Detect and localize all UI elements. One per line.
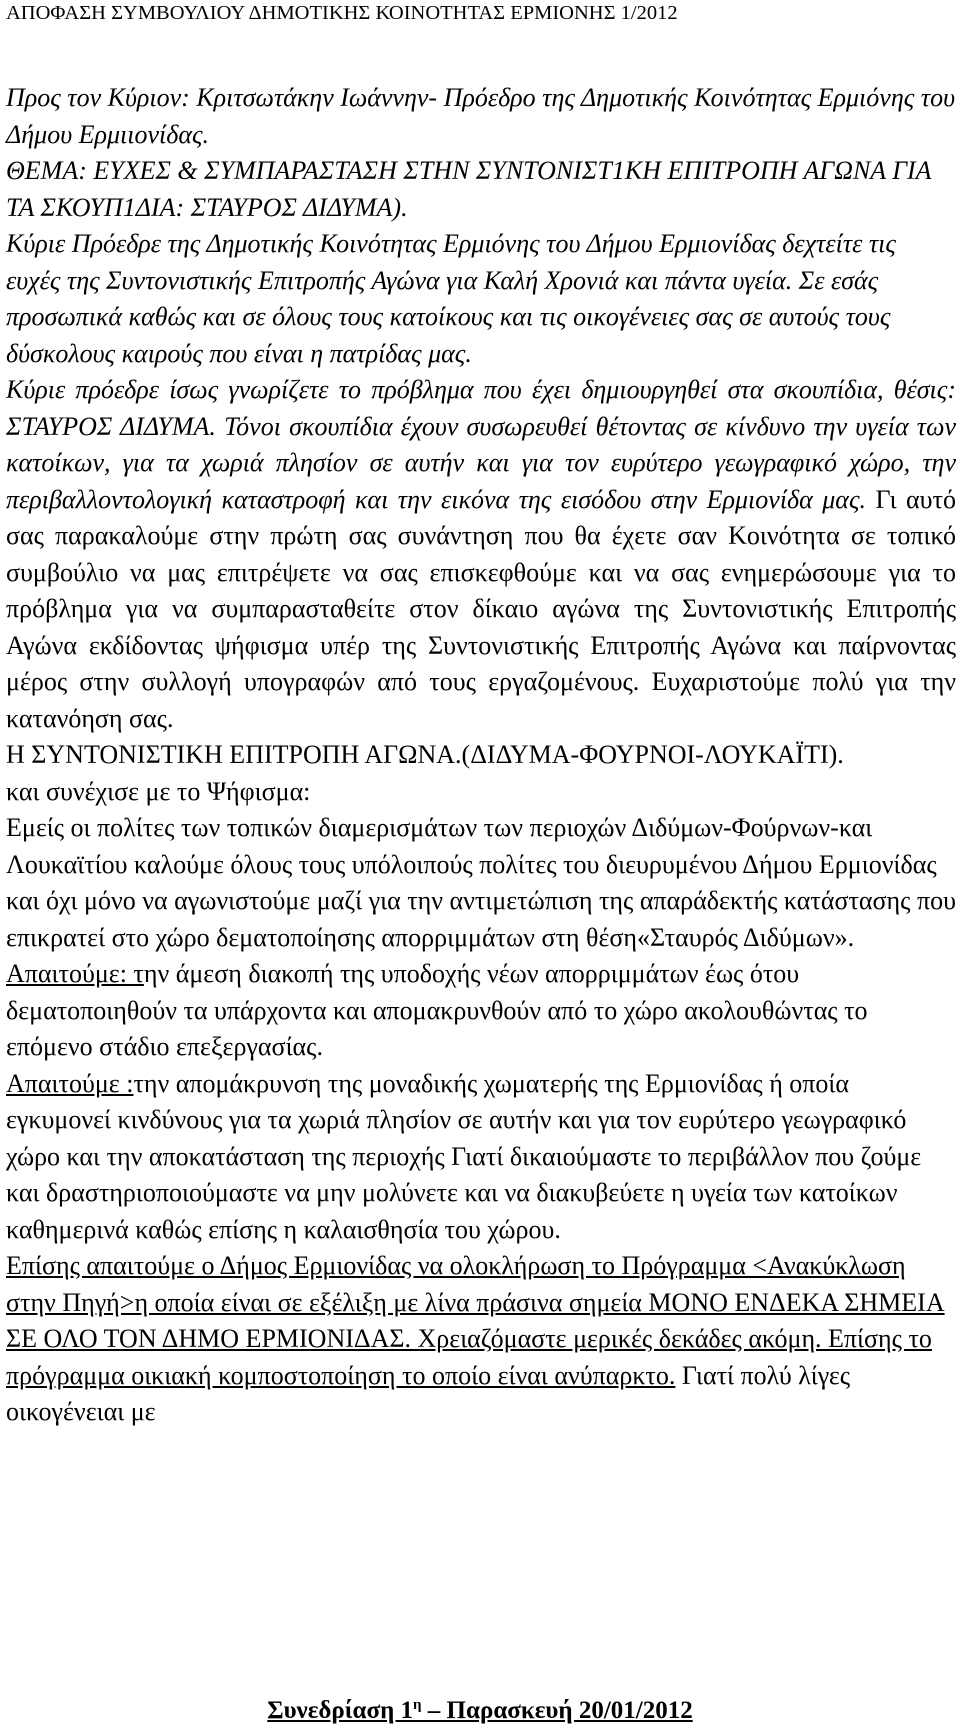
resolution-intro: και συνέχισε με το Ψήφισμα: xyxy=(6,776,311,806)
request-paragraph xyxy=(6,372,956,737)
request-normal-text: Γι αυτό σας παρακαλούμε στην πρώτη σας συνάντηση που θα έχετε σαν Κοινότητα σε τοπικό συμβούλιο να μας επιτρέψετε να σας επισκεφθούμε και να σας ενημερώσουμε για το πρόβλημα για να συμπαρασταθείτε στον δίκαιο αγώνα της Συντονιστικής Επιτροπής Αγώνα εκδίδοντας ψήφισμα υπέρ της Συντονιστικής Επιτροπής Αγώνα και παίρνοντας μέρος στην συλλογή υπογραφών από τους εργαζομένους. Ευχαριστούμε πολύ για την κατανόηση σας. xyxy=(6,484,956,733)
footer-date: – Παρασκευή 20/01/2012 xyxy=(421,1697,693,1724)
demand-3-underlined-text: Επίσης απαιτούμε ο Δήμος Ερμιονίδας να ολοκλήρωση το Πρόγραμμα <Ανακύκλωση στην Πηγή>η οποία είναι σε εξέλιξη με λίνα πράσινα σημεία ΜΟΝΟ ΕΝΔΕΚΑ ΣΗΜΕΙΑ ΣΕ ΟΛΟ ΤΟΝ ΔΗΜΟ ΕΡΜΙΟΝΙΔΑΣ. Χρειαζόμαστε μερικές δεκάδες ακόμη. Επίσης το πρόγραμμα οικιακή κομποστοποίηση το οποίο είναι ανύπαρκτο. xyxy=(6,1251,945,1390)
greeting-paragraph: Κύριε Πρόεδρε της Δημοτικής Κοινότητας Ερμιόνης του Δήμου Ερμιονίδας δεχτείτε τις ευχές της Συντονιστικής Επιτροπής Αγώνα για Καλή Χρονιά και πάντα υγεία. Σε εσάς προσωπικά καθώς και σε όλους τους κατοίκους και τις οικογένειες σας σε αυτούς τους δύσκολους καιρούς που είναι η πατρίδας μας. xyxy=(6,229,896,368)
demand-3-paragraph xyxy=(6,1248,956,1431)
letter-body xyxy=(6,80,956,1431)
subject-paragraph: ΘΕΜΑ: ΕΥΧΕΣ & ΣΥΜΠΑΡΑΣΤΑΣΗ ΣΤΗΝ ΣΥΝΤΟΝΙΣΤ1ΚΗ ΕΠΙΤΡΟΠΗ ΑΓΩΝΑ ΓΙΑ ΤΑ ΣΚΟΥΠ1ΔΙΑ: ΣΤΑΥΡΟΣ ΔΙΔΥΜΑ). xyxy=(6,156,932,222)
demand-1-label: Απαιτούμε: τ xyxy=(6,959,144,988)
signature-line: Η ΣΥΝΤΟΝΙΣΤΙΚΗ ΕΠΙΤΡΟΠΗ ΑΓΩΝΑ.(ΔΙΔΥΜΑ-ΦΟΥΡΝΟΙ-ΛΟΥΚΑΪΤΙ). xyxy=(6,740,844,769)
demand-1-paragraph xyxy=(6,956,956,1066)
request-italic-text: Κύριε πρόεδρε ίσως γνωρίζετε το πρόβλημα που έχει δημιουργηθεί στα σκουπίδια, θέσις: ΣΤΑΥΡΟΣ ΔΙΔΥΜΑ. Τόνοι σκουπίδια έχουν συσωρευθεί θέτοντας σε κίνδυνο την υγεία των κατοίκων, για τα χωριά πλησίον σε αυτήν και για τον ευρύτερο γεωγραφικό χώρο, την περιβαλλοντολογική καταστροφή και την εικόνα της εισόδου στην Ερμιονίδα μας. xyxy=(6,375,956,514)
demand-1-text: ην άμεση διακοπή της υποδοχής νέων απορριμμάτων έως ότου δεματοποιηθούν τα υπάρχοντα και απομακρυνθούν από το χώρο ακολουθώντας το επόμενο στάδιο επεξεργασίας. xyxy=(6,959,868,1061)
footer-session: Συνεδρίαση 1 xyxy=(267,1697,414,1724)
addressee-paragraph: Προς τον Κύριον: Κριτσωτάκην Ιωάννην- Πρόεδρο της Δημοτικής Κοινότητας Ερμιόνης του Δήμου Ερμιιονίδας. xyxy=(6,83,956,149)
demand-2-paragraph xyxy=(6,1066,956,1249)
demand-3-text: Γιατί πολύ λίγες οικογένειαι με xyxy=(6,1360,851,1426)
demand-2-label: Απαιτούμε : xyxy=(6,1068,134,1098)
demand-2-text: την απομάκρυνση της μοναδικής χωματερής της Ερμιονίδας ή οποία εγκυμονεί κινδύνους για τα χωριά πλησίον σε αυτήν και για τον ευρύτερο γεωγραφικό χώρο και την αποκατάσταση της περιοχής Γιατί δικαιούμαστε το περιβάλλον που ζούμε και δραστηριοποιούμαστε να μην μολύνετε και να διακυβεύετε η υγεία των κατοίκων καθημερινά καθώς επίσης η καλαισθησία του χώρου. xyxy=(6,1068,922,1244)
resolution-paragraph: Εμείς οι πολίτες των τοπικών διαμερισμάτων των περιοχών Διδύμων-Φούρνων-και Λουκαϊτίου καλούμε όλους τους υπόλοιπούς πολίτες του διευρυμένου Δήμου Ερμιονίδας και όχι μόνο να αγωνιστούμε μαζί για την αντιμετώπιση της απαράδεκτής κατάστασης που επικρατεί στο χώρο δεματοποίησης απορριμμάτων στη θέση«Σταυρός Διδύμων». xyxy=(6,813,956,952)
session-footer xyxy=(0,1697,960,1725)
footer-ordinal: η xyxy=(413,1697,422,1713)
document-header: ΑΠΟΦΑΣΗ ΣΥΜΒΟΥΛΙΟΥ ΔΗΜΟΤΙΚΗΣ ΚΟΙΝΟΤΗΤΑΣ ΕΡΜΙΟΝΗΣ 1/2012 xyxy=(6,2,678,24)
